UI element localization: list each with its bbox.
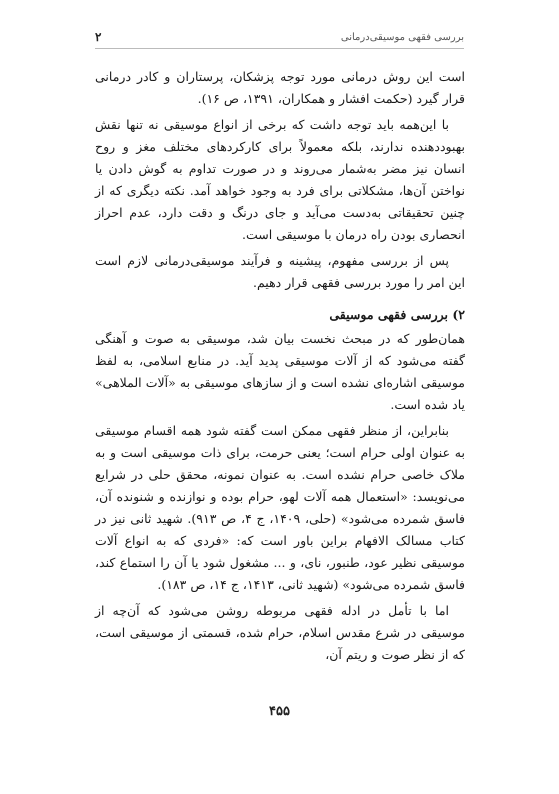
paragraph: است این روش درمانی مورد توجه پزشکان، پرستاران و کادر درمانی قرار گیرد (حکمت افشار و همکاران، ۱۳۹۱، ص ۱۶). — [95, 69, 465, 106]
header-rule — [95, 48, 464, 49]
paragraph: با این‌همه باید توجه داشت که برخی از انواع موسیقی نه تنها نقش بهبوددهنده ندارند، بلکه معمولاً برای کارکردهای مختلف مغز و روح انسان نیز مضر به‌شمار می‌روند و در صورت تداوم به گوش دادن یا نواختن آن‌ها، مشکلاتی برای فرد به وجود خواهد آمد. نکته دیگری که از چنین تحقیقاتی به‌دست می‌آید و جای درنگ و دقت دارد، عدم احراز انحصاری بودن راه درمان با موسیقی است. — [95, 117, 465, 242]
running-header — [95, 30, 464, 44]
section-heading: ۲) بررسی فقهی موسیقی — [329, 307, 465, 322]
paragraph: بنابراین، از منظر فقهی ممکن است گفته شود همه اقسام موسیقی به عنوان اولی حرام است؛ یعنی حرمت، برای ذات موسیقی است و به ملاک خاصی حرام نشده است. به عنوان نمونه، محقق حلی در شرایع می‌نویسد: «استعمال همه آلات لهو، حرام بوده و نوازنده و شنونده آن، فاسق شمرده می‌شود» (حلی، ۱۴۰۹، ج ۴، ص ۹۱۳). شهید ثانی نیز در کتاب مسالک الافهام براین باور است که: «فردی که به انواع آلات موسیقی نظیر عود، طنبور، نای، و ... مشغول شود یا آن را استماع کند، فاسق شمرده می‌شود» (شهید ثانی، ۱۴۱۳، ج ۱۴، ص ۱۸۳). — [95, 423, 466, 592]
body-text — [95, 66, 465, 670]
page-number: ۴۵۵ — [269, 704, 290, 719]
header-running-title: بررسی فقهی موسیقی‌درمانی — [340, 31, 464, 43]
paragraph: پس از بررسی مفهوم، پیشینه و فرآیند موسیقی‌درمانی لازم است این امر را مورد بررسی فقهی قرار دهیم. — [95, 253, 465, 290]
header-page-mark: ۲ — [95, 30, 102, 44]
paragraph: همان‌طور که در مبحث نخست بیان شد، موسیقی به صوت و آهنگی گفته می‌شود که از آلات موسیقی پدید آید. در منابع اسلامی، به لفظ موسیقی اشاره‌ای نشده است و از سازهای موسیقی به «آلات الملاهی» یاد شده است. — [95, 331, 465, 412]
paragraph: اما با تأمل در ادله فقهی مربوطه روشن می‌شود که آن‌چه از موسیقی در شرع مقدس اسلام، حرام شده، قسمتی از موسیقی است، که از نظر صوت و ریتم آن، — [95, 603, 465, 662]
